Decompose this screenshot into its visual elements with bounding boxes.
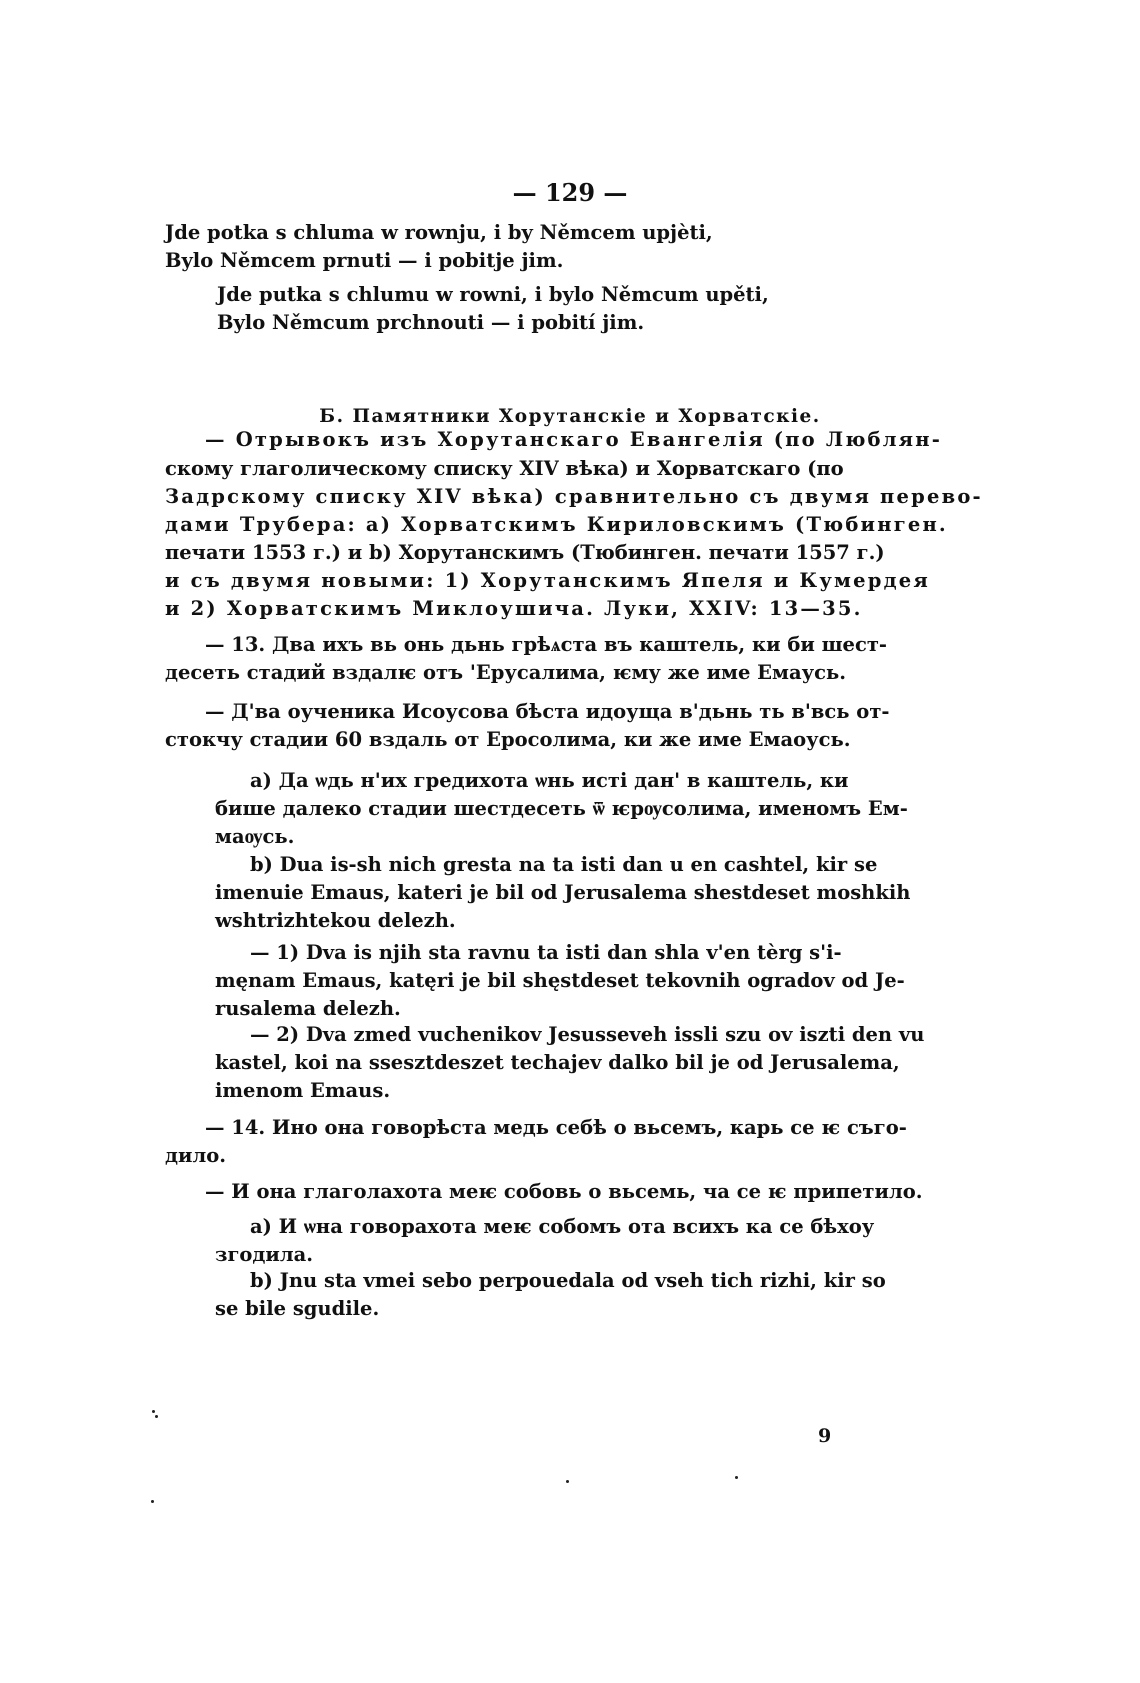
verse-14-croat-line: — И она глаголахота меѥ собовь о вьсемь, ча се ѥ припетило.: [205, 1180, 923, 1203]
verse-13-b-line: b) Dua is-sh nich gresta na ta isti dan u en cashtel, kir se: [250, 853, 878, 876]
verse-13-2-line: kastel, koi na ssesztdeszet techajev dalko bil je od Jerusalema,: [215, 1051, 900, 1074]
intro-line: скому глаголическому списку XIV вѣка) и Хорватскаго (по: [165, 457, 844, 480]
verse-13-line: — 13. Два ихъ вь онь дьнь грѣѧста въ каштель, ки би шест-: [205, 633, 888, 656]
intro-line: и съ двумя новыми: 1) Хорутанскимъ Япеля и Кумердея: [165, 569, 931, 592]
scan-speck: [155, 1415, 158, 1418]
verse-13-line: десеть стадий вздалѥ отъ 'Ерусалима, ѥму же име Емаусь.: [165, 661, 846, 684]
signature-number: 9: [818, 1425, 832, 1447]
verse-14-line: дило.: [165, 1144, 227, 1167]
verse-14-b-line: b) Jnu sta vmei sebo perpouedala od vseh tich rizhi, kir so: [250, 1269, 886, 1292]
scan-speck: [566, 1480, 569, 1483]
verse-13-1-line: — 1) Dva is njih sta ravnu ta isti dan shla v'en tèrg s'i-: [250, 941, 842, 964]
verse-13-2-line: imenom Emaus.: [215, 1079, 391, 1102]
verse-original-line: Jde potka s chluma w rownju, i by Němcem upjèti,: [165, 221, 713, 244]
verse-13-1-line: męnam Emaus, katęri je bil shęstdeset tekovnih ogradov od Je-: [215, 969, 905, 992]
verse-13-a-line: бише далеко стадии шестдесеть ѿ ѥрѹсолима, именомъ Ем-: [215, 797, 908, 820]
scan-speck: [735, 1476, 738, 1479]
verse-14-a-line: згодила.: [215, 1243, 314, 1266]
section-title: Б. Памятники Хорутанскіе и Хорватскіе.: [319, 406, 821, 427]
verse-13-b-line: wshtrizhtekou delezh.: [215, 909, 456, 932]
verse-13-croat-line: — Д'ва оученика Исоусова бѣста идоуща в'дьнь ть в'всь от-: [205, 700, 890, 723]
intro-line: дами Трубера: а) Хорватскимъ Кириловскимъ (Тюбинген.: [165, 513, 948, 536]
verse-original-line: Bylo Němcem prnuti — i pobitje jim.: [165, 249, 564, 272]
verse-14-b-line: se bile sgudile.: [215, 1297, 380, 1320]
page-number: — 129 —: [512, 178, 628, 207]
intro-line: печати 1553 г.) и b) Хорутанскимъ (Тюбинген. печати 1557 г.): [165, 541, 885, 564]
verse-14-line: — 14. Ино она говорѣста медь себѣ о вьсемъ, карь се ѥ съго-: [205, 1116, 907, 1139]
verse-modern-line: Jde putka s chlumu w rowni, i bylo Němcum upěti,: [217, 283, 769, 306]
verse-13-2-line: — 2) Dva zmed vuchenikov Jesusseveh issli szu ov iszti den vu: [250, 1023, 925, 1046]
scan-speck: [152, 1410, 155, 1413]
intro-line: — Отрывокъ изъ Хорутанскаго Евангелія (по Люблян-: [205, 428, 943, 451]
verse-13-croat-line: стокчу стадии 60 вздаль от Еросолима, ки же име Емаоусь.: [165, 728, 851, 751]
verse-13-1-line: rusalema delezh.: [215, 997, 401, 1020]
verse-14-a-line: а) И ѡна говорахота меѥ собомъ ота всихъ ка се бѣхоу: [250, 1215, 875, 1238]
verse-modern-line: Bylo Němcum prchnouti — i pobití jim.: [217, 311, 645, 334]
intro-line: и 2) Хорватскимъ Миклоушича. Луки, XXIV: 13—35.: [165, 597, 863, 620]
verse-13-b-line: imenuie Emaus, kateri je bil od Jerusalema shestdeset moshkih: [215, 881, 911, 904]
verse-13-a-line: маѹсь.: [215, 825, 295, 848]
scan-speck: [151, 1500, 154, 1503]
intro-line: Задрскому списку XIV вѣка) сравнительно съ двумя перево-: [165, 485, 983, 508]
verse-13-a-line: а) Да ѡдь н'их гредихота ѡнь исті дан' в каштель, ки: [250, 769, 849, 792]
